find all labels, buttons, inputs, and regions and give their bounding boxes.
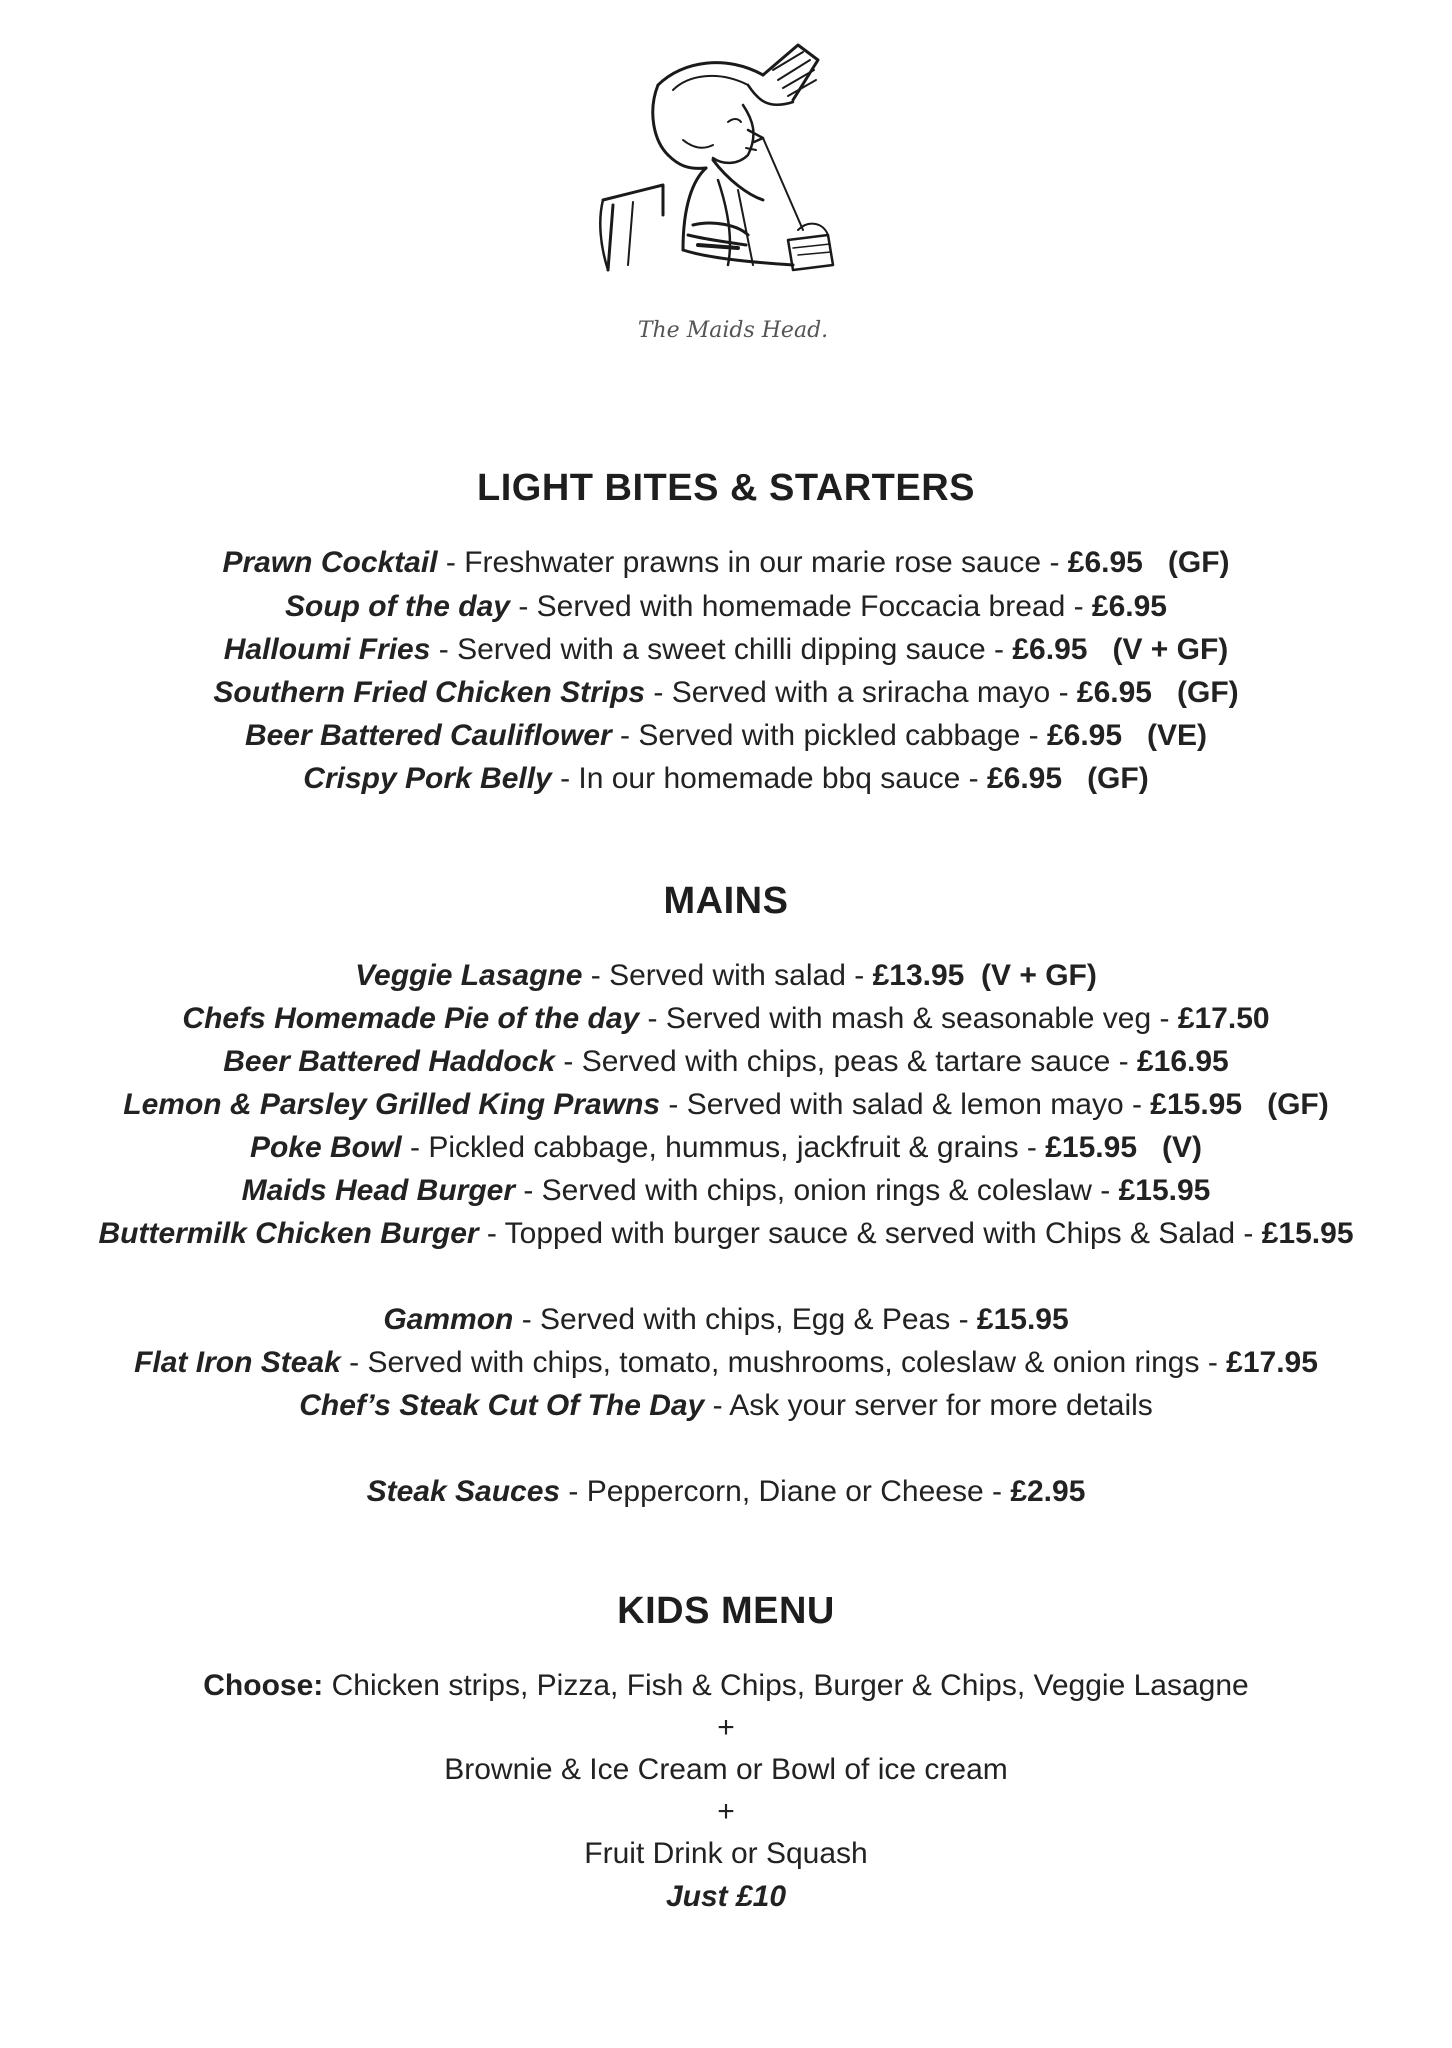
item-name: Veggie Lasagne bbox=[355, 959, 583, 992]
item-desc: - Served with salad & lemon mayo - bbox=[660, 1088, 1151, 1121]
menu-item bbox=[0, 1346, 1452, 1380]
kids-drink: Fruit Drink or Squash bbox=[584, 1837, 868, 1870]
item-name: Beer Battered Haddock bbox=[223, 1045, 556, 1078]
item-price: £17.95 bbox=[1226, 1346, 1318, 1379]
item-desc: - Ask your server for more details bbox=[704, 1389, 1153, 1422]
item-name: Halloumi Fries bbox=[223, 633, 431, 666]
kids-price-text: Just £10 bbox=[665, 1880, 787, 1913]
item-price: £2.95 bbox=[1010, 1475, 1086, 1508]
item-price: £6.95 bbox=[1076, 676, 1152, 709]
item-name: Southern Fried Chicken Strips bbox=[213, 676, 646, 709]
logo-caption: The Maids Head. bbox=[637, 318, 829, 343]
item-name: Maids Head Burger bbox=[241, 1174, 516, 1207]
menu-item bbox=[0, 1088, 1452, 1122]
menu-item bbox=[0, 633, 1452, 667]
item-price: £15.95 bbox=[1045, 1131, 1138, 1164]
menu-item bbox=[0, 719, 1452, 753]
item-tag: (GF) bbox=[1177, 676, 1239, 709]
item-tag: (GF) bbox=[1267, 1088, 1329, 1121]
item-desc: - Served with homemade Foccacia bread - bbox=[509, 590, 1092, 623]
item-price: £15.95 bbox=[1118, 1174, 1211, 1207]
item-price: £6.95 bbox=[1067, 546, 1143, 579]
item-tag: (VE) bbox=[1147, 719, 1208, 752]
menu-item bbox=[0, 1303, 1452, 1337]
kids-choose-line bbox=[0, 1669, 1452, 1703]
item-name: Lemon & Parsley Grilled King Prawns bbox=[123, 1088, 661, 1121]
choose-label: Choose: bbox=[203, 1669, 324, 1702]
kids-dessert: Brownie & Ice Cream or Bowl of ice cream bbox=[444, 1753, 1008, 1786]
item-tag: (V) bbox=[1162, 1131, 1203, 1164]
item-desc: - Served with a sweet chilli dipping sauce - bbox=[430, 633, 1013, 666]
item-name: Chef’s Steak Cut Of The Day bbox=[299, 1389, 705, 1422]
item-desc: - Served with salad - bbox=[582, 959, 873, 992]
menu-item bbox=[0, 1389, 1452, 1423]
kids-plus: + bbox=[717, 1711, 735, 1744]
kids-plus: + bbox=[717, 1795, 735, 1828]
item-tag: (V + GF) bbox=[1112, 633, 1229, 666]
menu-item bbox=[0, 1045, 1452, 1079]
maids-head-logo bbox=[588, 30, 878, 370]
menu-item bbox=[0, 1002, 1452, 1036]
item-desc: - Served with chips, Egg & Peas - bbox=[513, 1303, 977, 1336]
item-desc: - Served with a sriracha mayo - bbox=[645, 676, 1077, 709]
item-desc: - Pickled cabbage, hummus, jackfruit & grains - bbox=[401, 1131, 1046, 1164]
item-tag: (V + GF) bbox=[981, 959, 1097, 992]
menu-item bbox=[0, 676, 1452, 710]
item-desc: - Freshwater prawns in our marie rose sauce - bbox=[437, 546, 1068, 579]
item-price: £15.95 bbox=[1261, 1217, 1354, 1250]
menu-item bbox=[0, 1174, 1452, 1208]
item-price: £15.95 bbox=[1150, 1088, 1243, 1121]
item-name: Buttermilk Chicken Burger bbox=[98, 1217, 479, 1250]
item-price: £6.95 bbox=[1091, 590, 1167, 623]
item-price: £16.95 bbox=[1136, 1045, 1229, 1078]
item-price: £15.95 bbox=[976, 1303, 1069, 1336]
item-desc: - In our homemade bbq sauce - bbox=[551, 762, 987, 795]
item-price: £6.95 bbox=[1046, 719, 1123, 752]
menu-item bbox=[0, 762, 1452, 796]
item-tag: (GF) bbox=[1167, 546, 1230, 579]
item-price: £6.95 bbox=[1012, 633, 1088, 666]
kids-title: KIDS MENU bbox=[617, 1590, 835, 1632]
kids-price bbox=[0, 1880, 1452, 1914]
item-desc: - Peppercorn, Diane or Cheese - bbox=[560, 1475, 1011, 1508]
item-price: £17.50 bbox=[1177, 1002, 1270, 1035]
menu-item bbox=[0, 546, 1452, 580]
menu-item bbox=[0, 590, 1452, 624]
mains-title: MAINS bbox=[663, 880, 789, 922]
menu-item bbox=[0, 1131, 1452, 1165]
item-name: Beer Battered Cauliflower bbox=[244, 719, 612, 752]
choose-items: Chicken strips, Pizza, Fish & Chips, Burger & Chips, Veggie Lasagne bbox=[323, 1669, 1249, 1702]
item-name: Gammon bbox=[383, 1303, 514, 1336]
item-desc: - Served with chips, onion rings & coleslaw - bbox=[515, 1174, 1119, 1207]
item-name: Steak Sauces bbox=[366, 1475, 561, 1508]
item-name: Prawn Cocktail bbox=[222, 546, 438, 579]
item-price: £13.95 bbox=[872, 959, 965, 992]
menu-item bbox=[0, 1475, 1452, 1509]
item-name: Flat Iron Steak bbox=[134, 1346, 341, 1379]
item-price: £6.95 bbox=[986, 762, 1063, 795]
item-tag: (GF) bbox=[1087, 762, 1149, 795]
menu-item bbox=[0, 1217, 1452, 1251]
item-desc: - Served with chips, tomato, mushrooms, coleslaw & onion rings - bbox=[340, 1346, 1227, 1379]
item-name: Crispy Pork Belly bbox=[303, 762, 552, 795]
item-desc: - Served with pickled cabbage - bbox=[611, 719, 1047, 752]
item-name: Poke Bowl bbox=[249, 1131, 402, 1164]
item-desc: - Topped with burger sauce & served with Chips & Salad - bbox=[478, 1217, 1262, 1250]
menu-item bbox=[0, 959, 1452, 993]
item-name: Chefs Homemade Pie of the day bbox=[182, 1002, 640, 1035]
item-name: Soup of the day bbox=[284, 590, 510, 623]
starters-title: LIGHT BITES & STARTERS bbox=[477, 467, 975, 509]
item-desc: - Served with mash & seasonable veg - bbox=[639, 1002, 1178, 1035]
item-desc: - Served with chips, peas & tartare sauce - bbox=[555, 1045, 1137, 1078]
